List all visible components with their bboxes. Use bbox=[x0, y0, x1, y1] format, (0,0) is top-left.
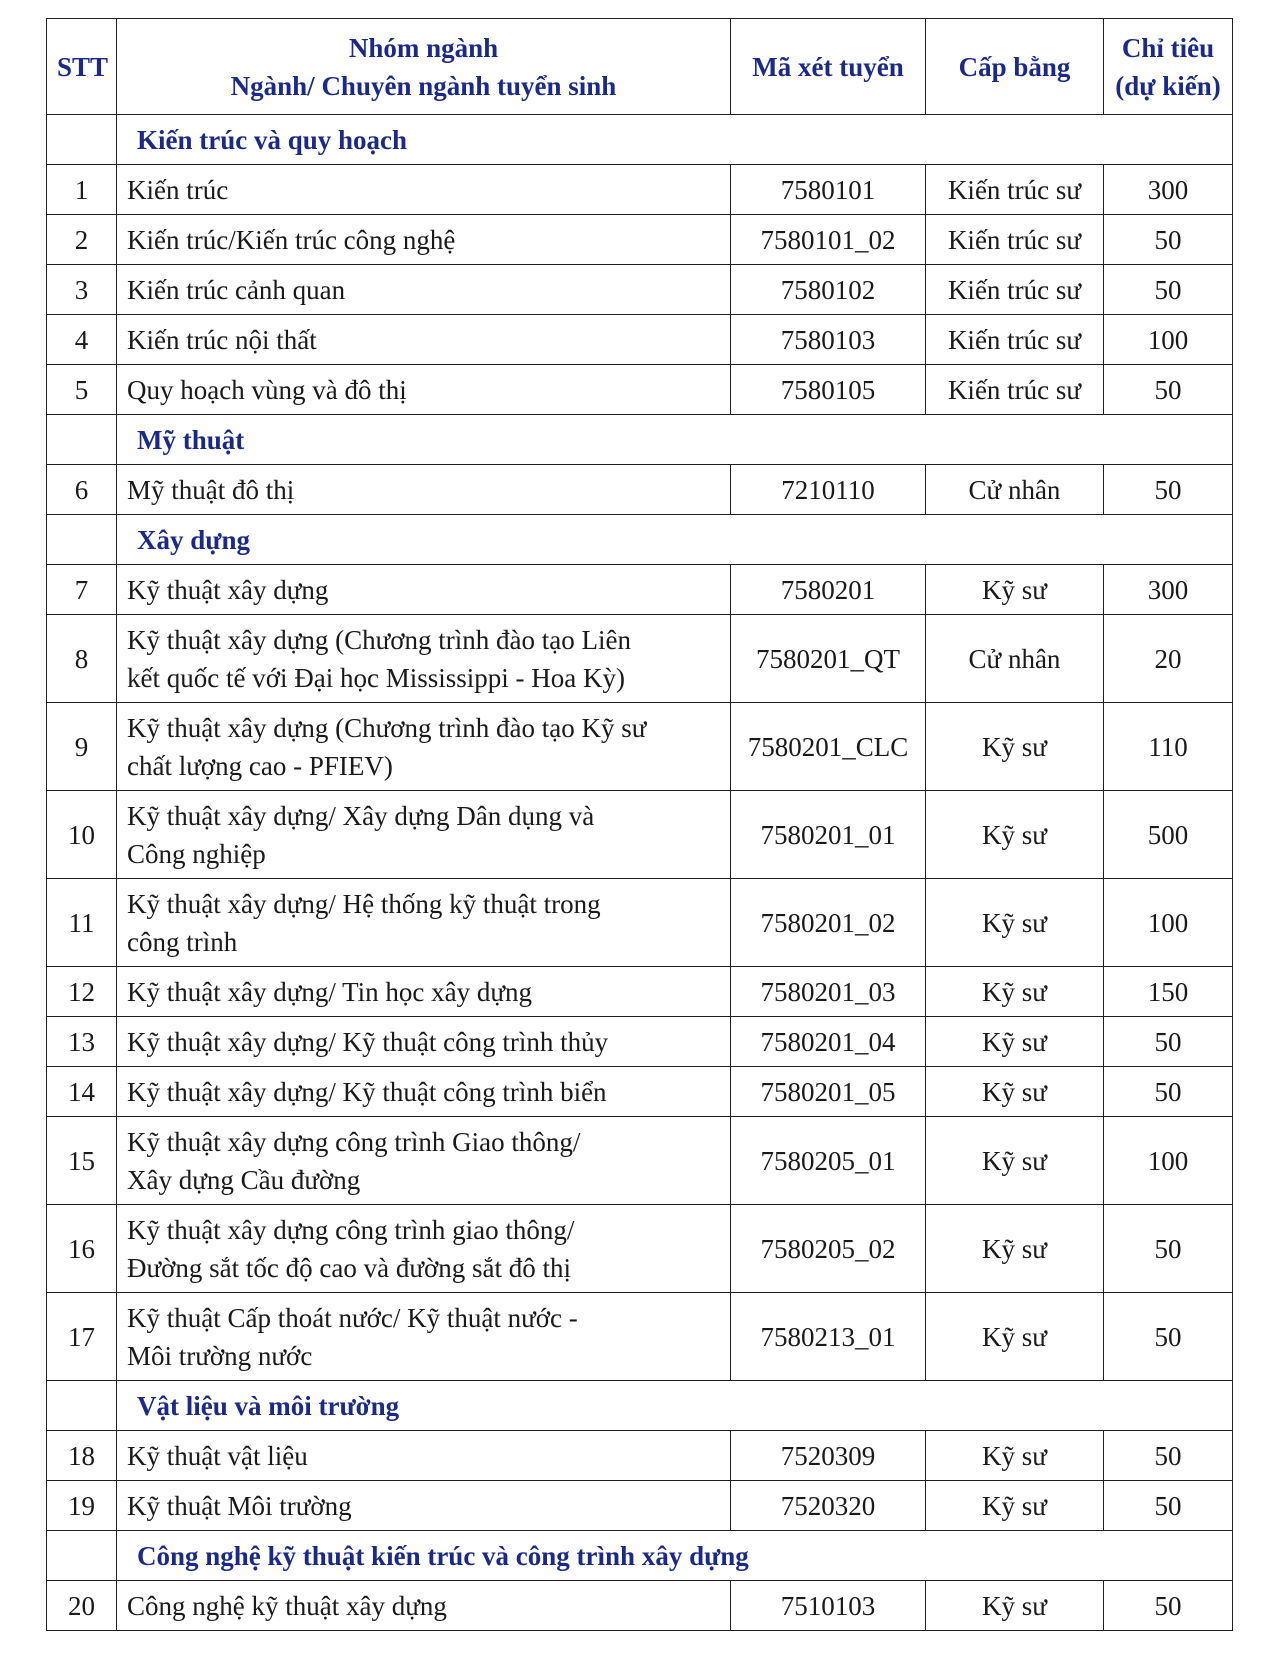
row-degree: Kỹ sư bbox=[926, 879, 1104, 967]
row-stt: 9 bbox=[47, 703, 117, 791]
row-stt: 8 bbox=[47, 615, 117, 703]
header-degree: Cấp bằng bbox=[926, 19, 1104, 115]
row-name: Kỹ thuật xây dựng bbox=[117, 565, 731, 615]
row-name bbox=[117, 791, 731, 879]
row-name: Công nghệ kỹ thuật xây dựng bbox=[117, 1581, 731, 1631]
row-quota: 50 bbox=[1104, 465, 1233, 515]
row-code: 7580205_02 bbox=[731, 1205, 926, 1293]
group-name: Kiến trúc và quy hoạch bbox=[117, 115, 1233, 165]
row-code: 7580201_02 bbox=[731, 879, 926, 967]
row-degree: Kỹ sư bbox=[926, 1117, 1104, 1205]
row-name-line2: công trình bbox=[127, 926, 238, 957]
table-row bbox=[47, 165, 1233, 215]
table-row bbox=[47, 1431, 1233, 1481]
row-code: 7580101 bbox=[731, 165, 926, 215]
row-stt: 3 bbox=[47, 265, 117, 315]
row-degree: Kiến trúc sư bbox=[926, 315, 1104, 365]
row-degree: Kỹ sư bbox=[926, 1293, 1104, 1381]
row-code: 7580201_QT bbox=[731, 615, 926, 703]
row-name: Kỹ thuật vật liệu bbox=[117, 1431, 731, 1481]
row-degree: Kiến trúc sư bbox=[926, 265, 1104, 315]
row-name bbox=[117, 615, 731, 703]
row-stt: 20 bbox=[47, 1581, 117, 1631]
header-stt: STT bbox=[47, 19, 117, 115]
table-row bbox=[47, 565, 1233, 615]
row-degree: Kỹ sư bbox=[926, 703, 1104, 791]
row-quota: 50 bbox=[1104, 1205, 1233, 1293]
row-name bbox=[117, 1293, 731, 1381]
row-name bbox=[117, 1117, 731, 1205]
row-code: 7580201_04 bbox=[731, 1017, 926, 1067]
group-name: Công nghệ kỹ thuật kiến trúc và công trình xây dựng bbox=[117, 1531, 1233, 1581]
table-row bbox=[47, 215, 1233, 265]
group-stt-cell bbox=[47, 1531, 117, 1581]
table-row bbox=[47, 1017, 1233, 1067]
row-code: 7580201_05 bbox=[731, 1067, 926, 1117]
row-stt: 2 bbox=[47, 215, 117, 265]
row-name: Kiến trúc nội thất bbox=[117, 315, 731, 365]
row-degree: Kỹ sư bbox=[926, 791, 1104, 879]
row-quota: 50 bbox=[1104, 265, 1233, 315]
row-quota: 50 bbox=[1104, 1431, 1233, 1481]
table-row bbox=[47, 1117, 1233, 1205]
row-code: 7580103 bbox=[731, 315, 926, 365]
row-stt: 14 bbox=[47, 1067, 117, 1117]
row-quota: 50 bbox=[1104, 1581, 1233, 1631]
row-degree: Kỹ sư bbox=[926, 565, 1104, 615]
table-row bbox=[47, 1067, 1233, 1117]
group-name: Xây dựng bbox=[117, 515, 1233, 565]
row-degree: Kỹ sư bbox=[926, 1481, 1104, 1531]
row-degree: Kỹ sư bbox=[926, 1017, 1104, 1067]
row-code: 7580201_01 bbox=[731, 791, 926, 879]
row-code: 7510103 bbox=[731, 1581, 926, 1631]
row-quota: 50 bbox=[1104, 215, 1233, 265]
row-name: Kỹ thuật xây dựng/ Tin học xây dựng bbox=[117, 967, 731, 1017]
row-stt: 10 bbox=[47, 791, 117, 879]
row-degree: Kiến trúc sư bbox=[926, 365, 1104, 415]
row-stt: 19 bbox=[47, 1481, 117, 1531]
row-name: Kiến trúc bbox=[117, 165, 731, 215]
row-degree: Kiến trúc sư bbox=[926, 215, 1104, 265]
table-row bbox=[47, 315, 1233, 365]
row-name-line1: Kỹ thuật xây dựng (Chương trình đào tạo Liên bbox=[127, 624, 631, 655]
row-name-line2: Đường sắt tốc độ cao và đường sắt đô thị bbox=[127, 1252, 571, 1283]
row-quota: 300 bbox=[1104, 565, 1233, 615]
row-stt: 17 bbox=[47, 1293, 117, 1381]
row-stt: 13 bbox=[47, 1017, 117, 1067]
table-body bbox=[47, 115, 1233, 1631]
row-quota: 50 bbox=[1104, 1067, 1233, 1117]
row-stt: 15 bbox=[47, 1117, 117, 1205]
row-code: 7580101_02 bbox=[731, 215, 926, 265]
row-degree: Cử nhân bbox=[926, 615, 1104, 703]
row-code: 7580105 bbox=[731, 365, 926, 415]
row-code: 7580213_01 bbox=[731, 1293, 926, 1381]
row-quota: 100 bbox=[1104, 1117, 1233, 1205]
row-name bbox=[117, 879, 731, 967]
row-stt: 1 bbox=[47, 165, 117, 215]
group-row bbox=[47, 515, 1233, 565]
row-name: Quy hoạch vùng và đô thị bbox=[117, 365, 731, 415]
row-quota: 50 bbox=[1104, 1481, 1233, 1531]
header-quota bbox=[1104, 19, 1233, 115]
header-quota-line1: Chỉ tiêu bbox=[1121, 32, 1215, 63]
row-name-line1: Kỹ thuật xây dựng/ Xây dựng Dân dụng và bbox=[127, 800, 595, 831]
row-name-line2: Xây dựng Cầu đường bbox=[127, 1164, 361, 1195]
admission-table bbox=[46, 18, 1233, 1631]
row-name bbox=[117, 1205, 731, 1293]
table-row bbox=[47, 365, 1233, 415]
header-code: Mã xét tuyển bbox=[731, 19, 926, 115]
row-degree: Cử nhân bbox=[926, 465, 1104, 515]
group-row bbox=[47, 115, 1233, 165]
row-name-line2: chất lượng cao - PFIEV) bbox=[127, 750, 393, 781]
group-row bbox=[47, 1381, 1233, 1431]
row-degree: Kỹ sư bbox=[926, 1205, 1104, 1293]
row-degree: Kỹ sư bbox=[926, 1581, 1104, 1631]
row-quota: 300 bbox=[1104, 165, 1233, 215]
table-row bbox=[47, 879, 1233, 967]
row-code: 7580201_CLC bbox=[731, 703, 926, 791]
group-stt-cell bbox=[47, 515, 117, 565]
table-row bbox=[47, 1205, 1233, 1293]
table-row bbox=[47, 1481, 1233, 1531]
row-degree: Kỹ sư bbox=[926, 967, 1104, 1017]
row-code: 7580102 bbox=[731, 265, 926, 315]
row-code: 7520309 bbox=[731, 1431, 926, 1481]
table-row bbox=[47, 967, 1233, 1017]
row-quota: 50 bbox=[1104, 1293, 1233, 1381]
row-stt: 18 bbox=[47, 1431, 117, 1481]
row-stt: 5 bbox=[47, 365, 117, 415]
row-code: 7580201_03 bbox=[731, 967, 926, 1017]
row-name: Kỹ thuật xây dựng/ Kỹ thuật công trình thủy bbox=[117, 1017, 731, 1067]
row-name-line1: Kỹ thuật xây dựng (Chương trình đào tạo Kỹ sư bbox=[127, 712, 647, 743]
row-code: 7210110 bbox=[731, 465, 926, 515]
table-row bbox=[47, 1293, 1233, 1381]
table-row bbox=[47, 1581, 1233, 1631]
row-stt: 4 bbox=[47, 315, 117, 365]
group-row bbox=[47, 1531, 1233, 1581]
row-quota: 20 bbox=[1104, 615, 1233, 703]
row-stt: 12 bbox=[47, 967, 117, 1017]
row-quota: 150 bbox=[1104, 967, 1233, 1017]
row-name-line2: Công nghiệp bbox=[127, 838, 266, 869]
row-quota: 50 bbox=[1104, 365, 1233, 415]
row-degree: Kỹ sư bbox=[926, 1431, 1104, 1481]
row-name: Kỹ thuật xây dựng/ Kỹ thuật công trình biển bbox=[117, 1067, 731, 1117]
row-name-line2: Môi trường nước bbox=[127, 1340, 313, 1371]
row-name-line1: Kỹ thuật xây dựng/ Hệ thống kỹ thuật trong bbox=[127, 888, 601, 919]
group-stt-cell bbox=[47, 115, 117, 165]
row-quota: 50 bbox=[1104, 1017, 1233, 1067]
row-name-line2: kết quốc tế với Đại học Mississippi - Hoa Kỳ) bbox=[127, 662, 625, 693]
table-row bbox=[47, 615, 1233, 703]
group-name: Vật liệu và môi trường bbox=[117, 1381, 1233, 1431]
row-stt: 7 bbox=[47, 565, 117, 615]
row-stt: 11 bbox=[47, 879, 117, 967]
header-name-line1: Nhóm ngành bbox=[348, 32, 499, 63]
row-code: 7520320 bbox=[731, 1481, 926, 1531]
row-quota: 110 bbox=[1104, 703, 1233, 791]
group-row bbox=[47, 415, 1233, 465]
header-quota-line2: (dự kiến) bbox=[1115, 70, 1221, 101]
row-quota: 100 bbox=[1104, 315, 1233, 365]
row-name: Kiến trúc cảnh quan bbox=[117, 265, 731, 315]
table-header bbox=[47, 19, 1233, 115]
table-row bbox=[47, 265, 1233, 315]
row-quota: 100 bbox=[1104, 879, 1233, 967]
row-name-line1: Kỹ thuật xây dựng công trình giao thông/ bbox=[127, 1214, 575, 1245]
row-name-line1: Kỹ thuật Cấp thoát nước/ Kỹ thuật nước - bbox=[127, 1302, 578, 1333]
table-row bbox=[47, 791, 1233, 879]
row-degree: Kỹ sư bbox=[926, 1067, 1104, 1117]
row-name: Kỹ thuật Môi trường bbox=[117, 1481, 731, 1531]
row-code: 7580205_01 bbox=[731, 1117, 926, 1205]
group-stt-cell bbox=[47, 1381, 117, 1431]
header-name-line2: Ngành/ Chuyên ngành tuyển sinh bbox=[230, 70, 617, 101]
header-name bbox=[117, 19, 731, 115]
row-degree: Kiến trúc sư bbox=[926, 165, 1104, 215]
row-name: Mỹ thuật đô thị bbox=[117, 465, 731, 515]
row-name: Kiến trúc/Kiến trúc công nghệ bbox=[117, 215, 731, 265]
table-row bbox=[47, 703, 1233, 791]
row-stt: 6 bbox=[47, 465, 117, 515]
row-stt: 16 bbox=[47, 1205, 117, 1293]
row-quota: 500 bbox=[1104, 791, 1233, 879]
row-name bbox=[117, 703, 731, 791]
row-code: 7580201 bbox=[731, 565, 926, 615]
group-stt-cell bbox=[47, 415, 117, 465]
group-name: Mỹ thuật bbox=[117, 415, 1233, 465]
row-name-line1: Kỹ thuật xây dựng công trình Giao thông/ bbox=[127, 1126, 581, 1157]
table-row bbox=[47, 465, 1233, 515]
